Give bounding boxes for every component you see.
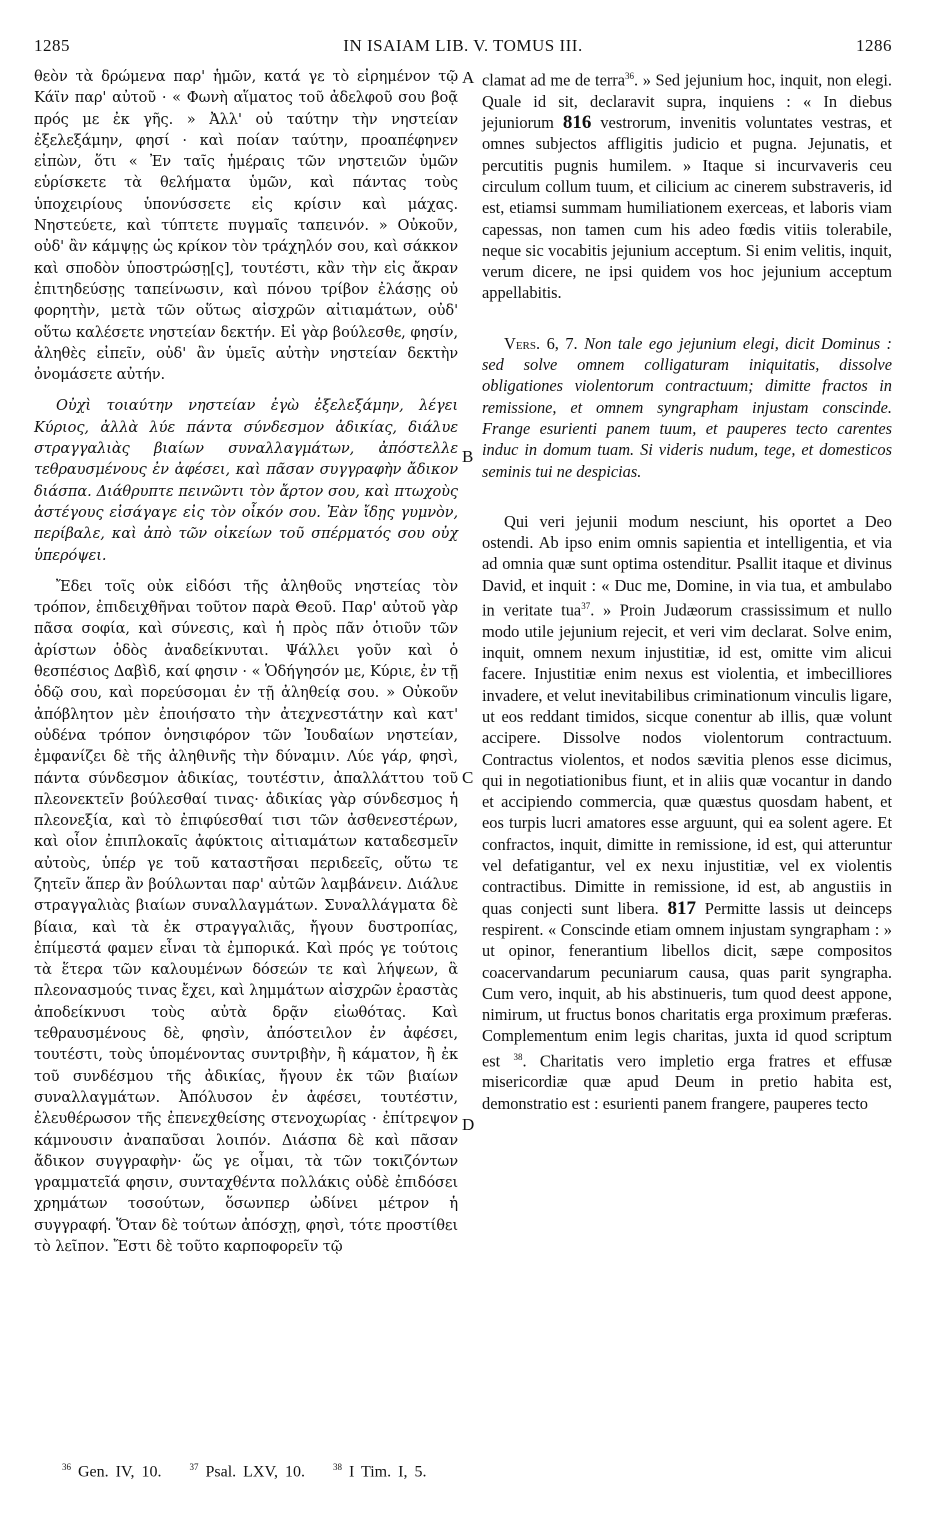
footnote-36-number: 36 [62,1462,71,1472]
page-number-right: 1286 [856,36,892,55]
footnote-38-number: 38 [332,1462,342,1472]
latin-p3-text-b: . » Proin Judæorum crassissimum et nullo modo utile jejunium rejecit, et veri vim declarat. Solve enim, inquit, omnem nexum injustitiæ, id est, omitte vim alicui facere. Injustitiæ enim nexus est violentia, et imbecilliores invadere, et velut inevitabilibus criminationum vinculis ligare, ut eos reddant timidos, sicque conentur ab illis, quæ volunt accipere. Dissolve nodos violentorum contractuum. Contractus violentos, et nodos sævitia plenos esse dicimus, qui in negotiationibus fiunt, et in aliis quæ vocantur in dando et accipiendo commercia, quæ quæstus quosdam habent, et eos turpis lucri amatores esse arguunt, qui ea solent agere. Et confractos, inquit, dimitte in remissione, id est, qui atteruntur vel defatigantur, vel ex nexu injustitiæ, vel ex violentis contractibus. Dimitte in remissione, id est, ab angustiis in quas conjecti sunt libera. [482,600,893,918]
latin-p3-text-a: Qui veri jejunii modum nesciunt, his oportet a Deo ostendi. Ab ipso enim omnis sapientia et intelligentia, et via ad omnia quæ sunt optima ostenditur. Psallit itaque et divinus David, et inquit : « Duc me, Domine, in via tua, et ambulabo in veritate tua [482,511,892,620]
column-number-817: 817 [667,897,696,919]
column-number-816: 816 [562,112,592,134]
latin-column [482,66,892,1114]
margin-marker-a: A [462,68,475,87]
running-title: IN ISAIAM LIB. V. TOMUS III. [343,36,583,55]
page-number-left: 1285 [34,36,70,55]
footnote-ref-36: 36 [625,71,635,81]
latin-paragraph-1 [482,66,892,304]
margin-marker-d: D [462,1115,475,1134]
latin-verse-paragraph [482,333,892,482]
margin-marker-b: B [462,447,474,466]
footnote-37-number: 37 [189,1462,199,1472]
greek-scripture-quote: Οὐχὶ τοιαύτην νηστείαν ἐγὼ ἐξελεξάμην, λέγει Κύριος, ἀλλὰ λύε πάντα σύνδεσμον ἀδικίας, διάλυε στραγγαλιὰς βιαίων συναλλαγμάτων, ἀπόστελλε τεθραυσμένους ἐν ἀφέσει, καὶ πᾶσαν συγγραφὴν ἄδικον διάσπα. Διάθρυπτε πεινῶντι τὸν ἄρτον σου, καὶ πτωχοὺς ἀστέγους εἰσάγαγε εἰς τὸν οἶκόν σου. Ἐὰν ἴδῃς γυμνὸν, περίβαλε, καὶ ἀπὸ τῶν οἰκείων τοῦ σπέρματός σου οὐχ ὑπερόψει. [34,397,458,564]
latin-verse-text: Non tale ego jejunium elegi, dicit Dominus : sed solve omnem colligaturam iniquitatis, dissolve obligationes violentorum contractuum; dimitte fractos in remissione, et omnem syngrapham injustam conscinde. Frange esurienti panem tuum, et pauperes tecto carentes induc in domum tuam. Si videris nudum, tege, et domesticos seminis tui ne despicias. [482,333,892,481]
greek-column [34,66,458,1257]
footnote-ref-37: 37 [581,601,591,611]
running-header [34,36,892,58]
latin-p1-text-b: . » Sed jejunium hoc, inquit, non elegi. Quale id sit, declaravit supra, inquiens : « In diebus jejuniorum [482,70,892,133]
footnote-ref-38: 38 [513,1051,523,1062]
latin-p1-text-c: vestrorum, invenitis voluntates vestras, et omnes subjectos affligitis judicio et pugna. Jejunatis, et percutitis pugnis humilem. » Itaque si incurvaveris ceu circulum collum tuum, et cilicium ac cinerem substraveris, id est, etiamsi summam humiliationem exerceas, et laboris viam capessas, non tamen cum his adeo fœdis vitiis tolerabile, neque sic vocabitis jejunium acceptum. Si enim velitis, inquit, verum dicere, ne ipsi quidem vos hoc jejunium acceptum appellabitis. [482,113,892,303]
footnote-37: Psal. LXV, 10. [205,1463,305,1481]
greek-paragraph-1: θεὸν τὰ δρώμενα παρ' ἡμῶν, κατά γε τὸ εἰρημένον τῷ Κάϊν παρ' αὐτοῦ · « Φωνὴ αἵματος τοῦ ἀδελφοῦ σου βοᾷ πρός με ἐκ γῆς. » Ἀλλ' οὐ ταύτην τὴν νηστείαν ἐξελεξάμην, φησί · καὶ ποίαν ταύτην, προαπέφηνεν εἰπὼν, ὅτι « Ἐν ταῖς ἡμέραις τῶν νηστειῶν ὑμῶν εὑρίσκετε τὰ θελήματα ὑμῶν, καὶ πάντας τοὺς ὑποχειρίους ὑπονύσσετε εἰς κρίσιν καὶ μάχας. Νηστεύετε, καὶ τύπτετε πυγμαῖς ταπεινόν. » Οὐκοῦν, οὐδ' ἂν κάμψῃς ὡς κρίκον τὸν τράχηλόν σου, καὶ σάκκον καὶ σποδὸν ὑποστρώσῃ[ς], τουτέστι, κἂν τὴν εἰς ἄκραν ἐπιτηδεύσῃς ταπείνωσιν, καὶ πόνου τρίβον ἐλάσῃς οὐ φορητὴν, μετὰ τῶν οὕτως αἰσχρῶν αἰτιαμάτων, οὐδ' οὕτω καλέσετε νηστείαν δεκτήν. Εἰ γὰρ βούλεσθε, φησίν, ἀληθὲς εἰπεῖν, οὐδ' ἂν ὑμεῖς αὐτὴν νηστείαν δεκτὴν ὀνομάσετε αὐτήν. [34,68,458,384]
verse-reference: Vers. 6, 7. [504,333,578,353]
latin-p1-text-a: clamat ad me de terra [482,70,626,90]
footnote-36: Gen. IV, 10. [78,1463,162,1481]
greek-paragraph-3: Ἔδει τοῖς οὐκ εἰδόσι τῆς ἀληθοῦς νηστείας τὸν τρόπον, ἐπιδειχθῆναι τοῦτον παρὰ Θεοῦ. Παρ' αὐτοῦ γὰρ πᾶσα σοφία, καὶ σύνεσις, καὶ ἡ πρὸς πᾶν ὁτιοῦν τῶν ἀρίστων ὁδὸς ἀναδείκνυται. Ψάλλει γοῦν καὶ ὁ θεσπέσιος Δαβὶδ, καί φησιν · « Ὁδήγησόν με, Κύριε, ἐν τῇ ὁδῷ σου, καὶ πορεύσομαι ἐν τῇ ἀληθείᾳ σου. » Οὐκοῦν ἀπόβλητον μὲν ἐποιήσατο τὴν ἀτεχνεστάτην καὶ κατ' οὐδένα τρόπον ὀνησιφόρον τῶν Ἰουδαίων νηστείαν, ἐμφανίζει δὲ τῆς ἀληθινῆς τὴν δύναμιν. Λύε γάρ, φησὶ, πάντα σύνδεσμον ἀδικίας, τουτέστιν, ἀπαλλάττου τοῦ πλεονεκτεῖν βούλεσθαί τινας· ἀδικίας γὰρ σύνδεσμος ἡ πλεονεξία, καὶ τὸ ἐπιφύεσθαί τισι τῶν ἀσθενεστέρων, καὶ οἷον ἐπιπλοκαῖς ἀφύκτοις αἰτιαμάτων καταδεσμεῖν αὐτοὺς, ὑπέρ γε τοῦ καταστῆσαι περιδεεῖς, οὕτω τε ζητεῖν ἅπερ ἂν βούλωνται παρ' αὐτῶν λαμβάνειν. Διάλυε στραγγαλιὰς βιαίων συναλλαγμάτων. Συναλλάγματα δὲ βίαια, καὶ τὰ ἐκ στραγγαλιᾶς, ἤγουν δυστροπίας, ἐπίμεστά φαμεν εἶναι τὰ ἐμπορικά. Καὶ πρός γε τούτοις τὰ ἕτερα τῶν καλουμένων δόσεών τε καὶ λήψεων, ἃ πλεονασμούς τινας ἔχει, καὶ λημμάτων αἰσχρῶν ἐραστὰς ἀποδείκνυσι τοὺς αὐτὰ δρᾷν εἰωθότας. Καὶ τεθραυσμένους δὲ, φησὶν, ἀπόστειλον ἐν ἀφέσει, τουτέστι, τοὺς ὑπομένοντας συντριβὴν, ἢ κάματον, ἢ ἐκ τοῦ συνδέσμου τῆς ἀδικίας, ἤγουν ἐκ τῶν βιαίων συναλλαγμάτων. Ἀπόλυσον ἐν ἀφέσει, τουτέστιν, ἐλευθέρωσον τῆς ἐπενεχθείσης στενοχωρίας · ἐπίτρεψον κάμνουσιν ἀναπαῦσαι λοιπόν. Διάσπα δὲ καὶ πᾶσαν ἄδικον συγγραφὴν· ὥς γε οἶμαι, τὰ τῶν τοκιζόντων γραμματεῖά φησιν, συνταχθέντα πολλάκις οὐδὲ ἐπιδόσει χρημάτων τοσούτων, ὅσωνπερ ὠδίνει μέτρον ἡ συγγραφή. Ὅταν δὲ τούτων ἀπόσχῃ, φησὶ, τότε προστίθει τὸ λεῖπον. Ἔστι δὲ τοῦτο καρποφορεῖν τῷ [34,577,458,1256]
latin-p3-text-d: . Charitatis vero impletio erga fratres et effusæ misericordiæ quæ apud Deum in pretio habita est, demonstratio est : esurienti panem frangere, pauperes tecto [482,1051,892,1113]
footnotes [62,1462,862,1481]
latin-p3-text-c: Permitte lassis ut deinceps respirent. « Conscinde etiam omnem injustam syngrapham : » ut opinor, fenerantium libellos dicit, sæpe compositos coacervandarum pecuniarum causa, quas parit syngrapha. Cum vero, inquit, ab his abstinueris, tum quod deest appone, nimirum, ut fructus bonos charitatis erga proximum præferas. Complementum enim legis charitas, juxta id quod scriptum est [482,898,892,1071]
latin-paragraph-3 [482,511,892,1114]
footnote-38: I Tim. I, 5. [348,1463,427,1481]
margin-marker-c: C [462,768,474,787]
